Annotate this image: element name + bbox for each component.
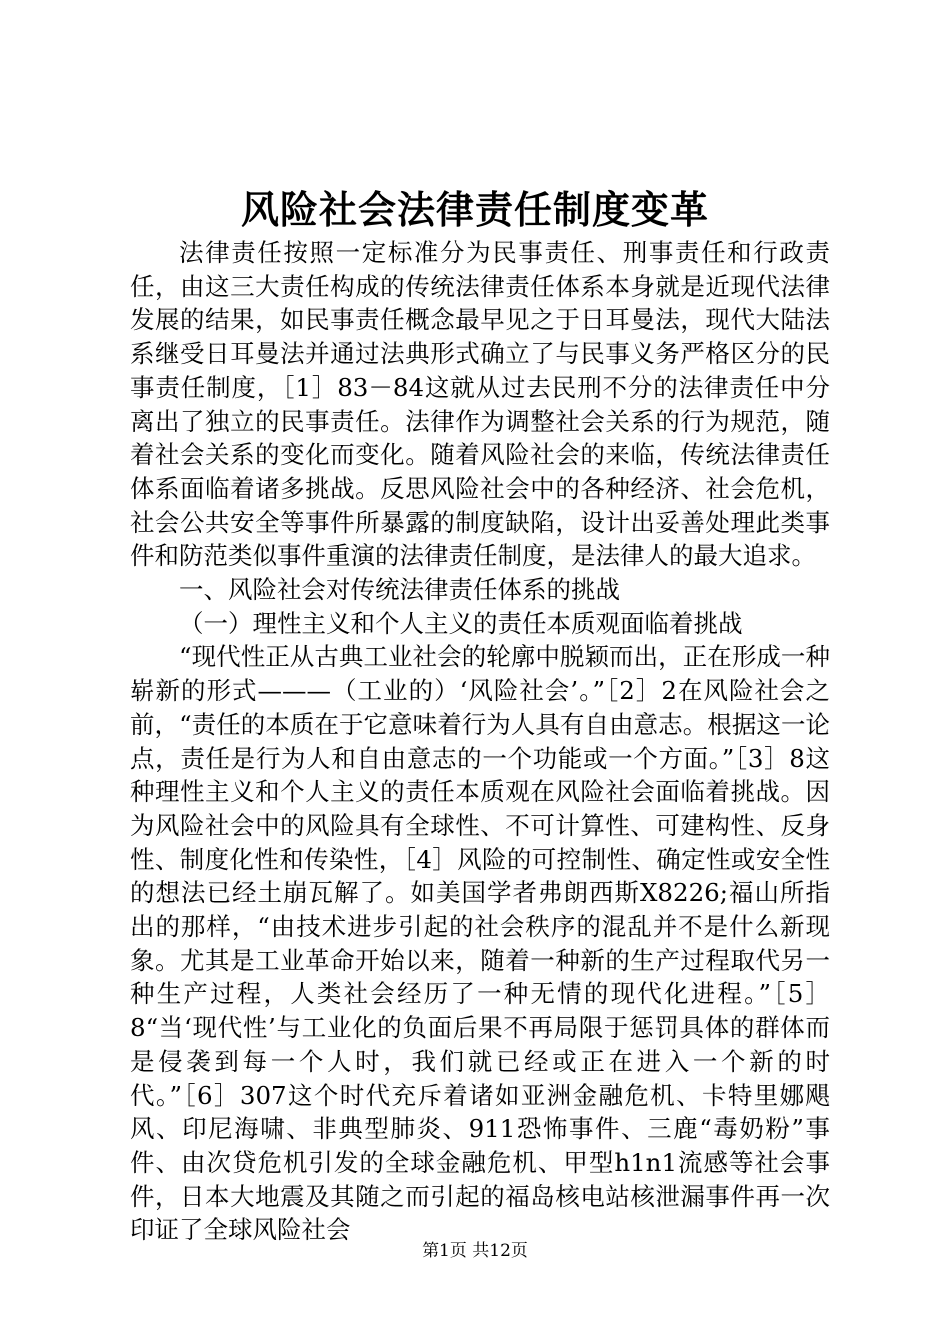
document-body: [130, 236, 830, 1247]
section-heading-1: 一、风险社会对传统法律责任体系的挑战: [179, 575, 620, 605]
subsection-heading-1: （一）理性主义和个人主义的责任本质观面临着挑战: [179, 608, 743, 638]
page-number-footer: 第1页 共12页: [422, 1241, 528, 1261]
document-title: 风险社会法律责任制度变革: [240, 187, 709, 232]
paragraph-risk-society: “现代性正从古典工业社会的轮廓中脱颖而出，正在形成一种崭新的形式———（工业的）‘风险社会’。”［2］2在风险社会之前，“责任的本质在于它意味着行为人具有自由意志。根据这一论点，责任是行为人和自由意志的一个功能或一个方面。”［3］8这种理性主义和个人主义的责任本质观在风险社会面临着挑战。因为风险社会中的风险具有全球性、不可计算性、可建构性、反身性、制度化性和传染性，［4］风险的可控制性、确定性或安全性的想法已经土崩瓦解了。如美国学者弗朗西斯X8226;福山所指出的那样，“由技术进步引起的社会秩序的混乱并不是什么新现象。尤其是工业革命开始以来，随着一种新的生产过程取代另一种生产过程，人类社会经历了一种无情的现代化进程。”［5］8“当‘现代性’与工业化的负面后果不再局限于惩罚具体的群体而是侵袭到每一个人时，我们就已经或正在进入一个新的时代。”［6］307这个时代充斥着诸如亚洲金融危机、卡特里娜飓风、印尼海啸、非典型肺炎、911恐怖事件、三鹿“毒奶粉”事件、由次贷危机引发的全球金融危机、甲型h1n1流感等社会事件，日本大地震及其随之而引起的福岛核电站核泄漏事件再一次印证了全球风险社会: [130, 642, 830, 1245]
paragraph-intro: 法律责任按照一定标准分为民事责任、刑事责任和行政责任，由这三大责任构成的传统法律责任体系本身就是近现代法律发展的结果，如民事责任概念最早见之于日耳曼法，现代大陆法系继受日耳曼法并通过法典形式确立了与民事义务严格区分的民事责任制度，［1］83－84这就从过去民刑不分的法律责任中分离出了独立的民事责任。法律作为调整社会关系的行为规范，随着社会关系的变化而变化。随着风险社会的来临，传统法律责任体系面临着诸多挑战。反思风险社会中的各种经济、社会危机，社会公共安全等事件所暴露的制度缺陷，设计出妥善处理此类事件和防范类似事件重演的法律责任制度，是法律人的最大追求。: [130, 238, 830, 571]
